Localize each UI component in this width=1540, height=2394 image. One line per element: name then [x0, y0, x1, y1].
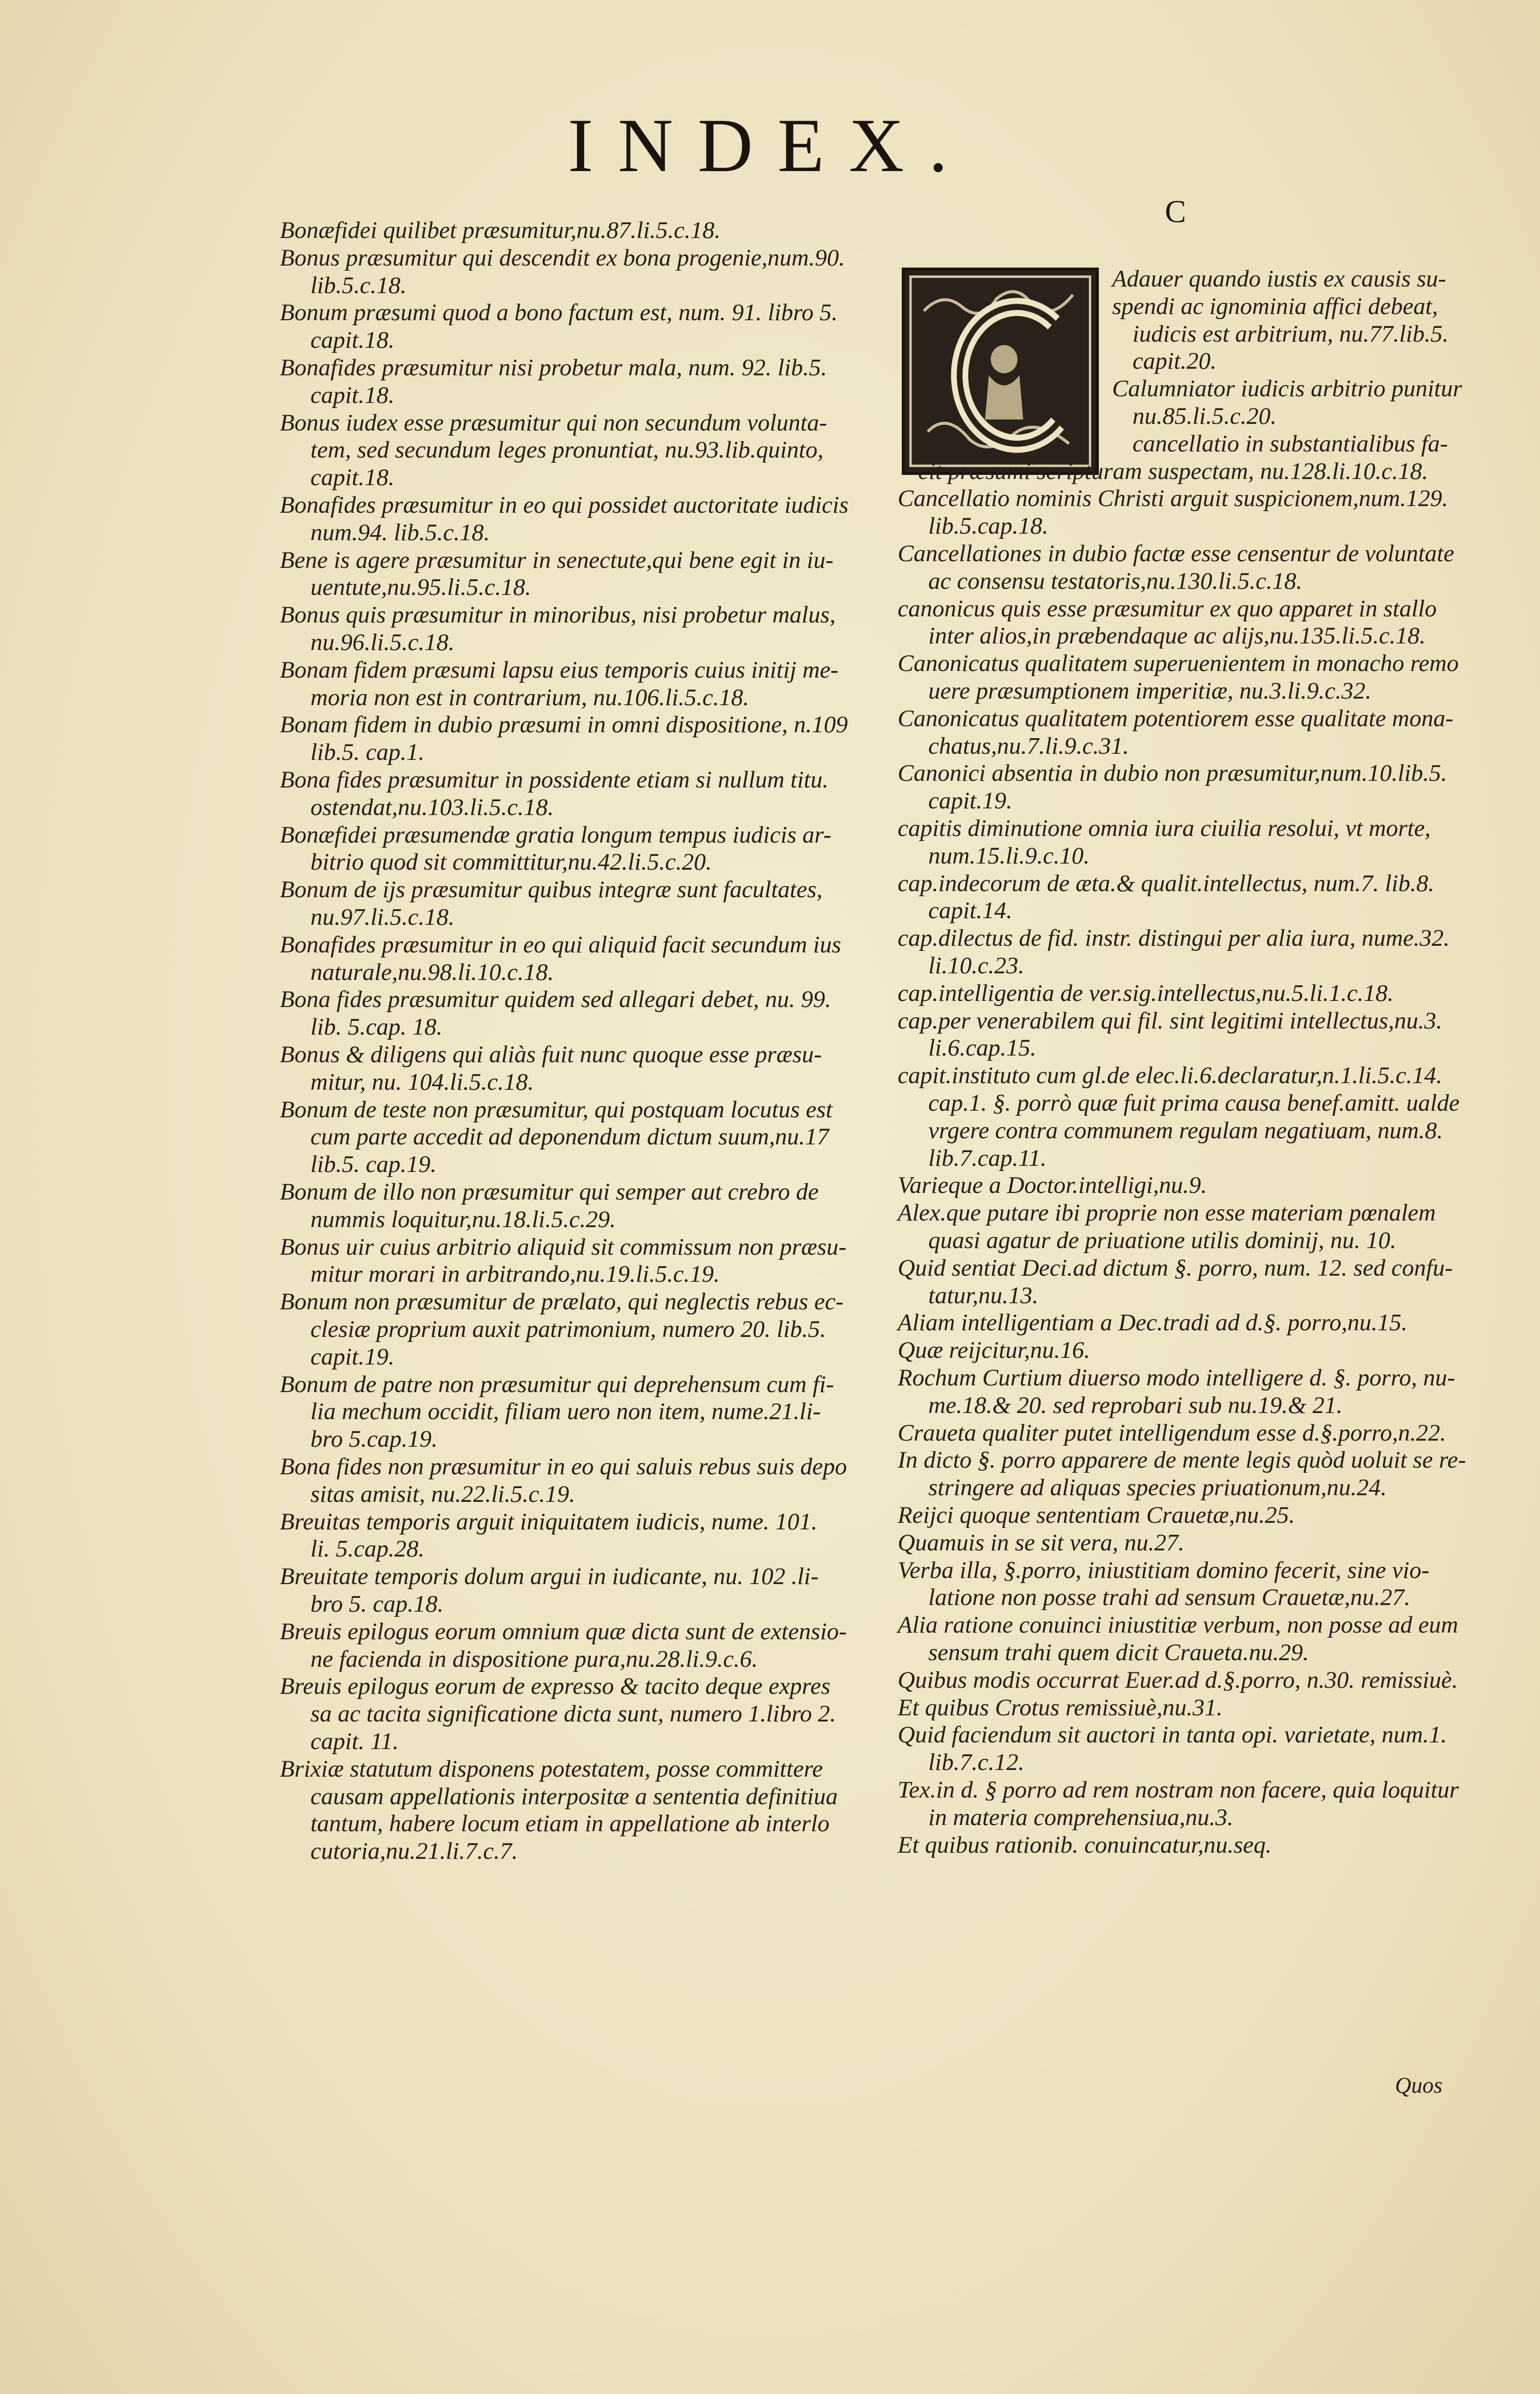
section-letter: C	[1165, 195, 1186, 229]
index-entry-line: Reijci quoque sententiam Crauetæ,nu.25.	[898, 1502, 1295, 1528]
index-entry-line: Cancellationes in dubio factæ esse censentur de voluntate	[898, 540, 1454, 567]
index-entry	[280, 767, 878, 822]
index-entry	[898, 650, 1476, 705]
index-entry-line: tatur,nu.13.	[928, 1282, 1039, 1309]
index-entry-line: uere præsumptionem imperitiæ, nu.3.li.9.c.32.	[928, 677, 1371, 704]
index-entry-line: lib.7.c.12.	[928, 1749, 1024, 1776]
index-entry	[898, 540, 1476, 595]
index-entry-line: Craueta qualiter putet intelligendum esse d.§.porro,n.22.	[898, 1419, 1446, 1446]
index-entry-line: bro 5. cap.18.	[310, 1590, 444, 1617]
index-entry-line: cap.dilectus de fid. instr. distingui per alia iura, nume.32.	[898, 925, 1450, 952]
index-entry	[280, 602, 878, 657]
index-entry	[898, 1008, 1476, 1063]
index-entry-line: stringere ad aliquas species priuationum,nu.24.	[928, 1474, 1387, 1501]
index-entry	[280, 547, 878, 602]
index-entry-line: lib.5.cap.18.	[928, 513, 1048, 540]
index-entry	[898, 980, 1476, 1008]
index-entry-line: cum parte accedit ad deponendum dictum suum,nu.17	[310, 1123, 829, 1151]
index-entry	[280, 1756, 878, 1865]
index-entry	[280, 931, 878, 987]
index-entry	[898, 485, 1476, 540]
index-entry-line: Et quibus rationib. conuincatur,nu.seq.	[898, 1831, 1272, 1858]
index-entry-line: causam appellationis interpositæ a sententia definitiua	[310, 1783, 838, 1810]
index-entry-line: capit.18.	[310, 464, 395, 491]
index-entry	[280, 1509, 878, 1564]
index-entry-line: Brixiæ statutum disponens potestatem, posse committere	[280, 1755, 823, 1782]
index-entry-line: quasi agatur de priuatione utilis dominij, nu. 10.	[928, 1227, 1397, 1254]
index-entry-line: Bonum non præsumitur de prælato, qui neglectis rebus ec-	[280, 1288, 844, 1315]
index-entry-line: canonicus quis esse præsumitur ex quo apparet in stallo	[898, 595, 1437, 622]
index-entry-line: Bonum præsumi quod a bono factum est, num. 91. libro 5.	[280, 299, 838, 326]
catchword: Quos	[1395, 2073, 1442, 2098]
index-entry-line: Bonum de teste non præsumitur, qui postquam locutus est	[280, 1096, 833, 1123]
index-entry-line: Bonus quis præsumitur in minoribus, nisi probetur malus,	[280, 602, 836, 629]
index-entry-line: cap.per venerabilem qui fil. sint legitimi intellectus,nu.3.	[898, 1007, 1442, 1034]
index-entry-line: Verba illa, §.porro, iniustitiam domino fecerit, sine vio-	[898, 1557, 1430, 1584]
index-entry	[280, 410, 878, 492]
index-entry	[280, 1673, 878, 1755]
index-entry-line: Bonus & diligens qui aliàs fuit nunc quoque esse præsu-	[280, 1041, 822, 1068]
index-entry-line: In dicto §. porro apparere de mente legis quòd uoluit se re-	[898, 1447, 1466, 1474]
index-entry-line: lib.7.cap.11.	[928, 1144, 1047, 1171]
index-entry	[898, 1420, 1476, 1447]
index-entry-line: li.6.cap.15.	[928, 1035, 1037, 1062]
index-entry-line: inter alios,in præbendaque ac alijs,nu.135.li.5.c.18.	[928, 623, 1426, 650]
index-entry-line: ne facienda in dispositione pura,nu.28.li.9.c.6.	[310, 1645, 758, 1672]
index-entry-line: Bonus iudex esse præsumitur qui non secundum volunta-	[280, 409, 827, 436]
index-entry-line: Rochum Curtium diuerso modo intelligere d. §. porro, nu-	[898, 1364, 1455, 1391]
index-entry-line: Varieque a Doctor.intelligi,nu.9.	[898, 1172, 1207, 1199]
index-entry-line: capit.20.	[1133, 348, 1217, 375]
page-title: INDEX.	[567, 103, 973, 188]
index-entry	[898, 1364, 1476, 1420]
index-entry-line: Bonum de illo non præsumitur qui semper aut crebro de	[280, 1179, 819, 1205]
index-entry	[280, 822, 878, 877]
index-entry-line: mitur morari in arbitrando,nu.19.li.5.c.19.	[310, 1261, 720, 1288]
index-entry-line: capit.18.	[310, 327, 395, 354]
index-entry-line: nu.85.li.5.c.20.	[1133, 403, 1277, 429]
index-entry-line: in materia comprehensiua,nu.3.	[928, 1804, 1234, 1831]
index-entry-line: chatus,nu.7.li.9.c.31.	[928, 732, 1129, 759]
index-entry	[280, 1453, 878, 1509]
index-entry-line: ostendat,nu.103.li.5.c.18.	[310, 794, 554, 821]
index-entry-line: Bonus uir cuius arbitrio aliquid sit commissum non præsu-	[280, 1233, 847, 1260]
index-entry	[898, 1777, 1476, 1832]
index-entry	[280, 1041, 878, 1096]
index-entry-line: Bonafides præsumitur in eo qui possidet auctoritate iudicis	[280, 492, 849, 518]
index-entry	[280, 245, 878, 300]
index-entry-line: capit.19.	[928, 787, 1013, 815]
index-entry-line: cap.indecorum de æta.& qualit.intellectus, num.7. lib.8.	[898, 870, 1434, 897]
index-entry-line: lib. 5.cap. 18.	[310, 1014, 443, 1041]
index-entry-line: Bona fides non præsumitur in eo qui saluis rebus suis depo	[280, 1453, 847, 1480]
index-entry-line: Adauer quando iustis ex causis su-	[1112, 266, 1447, 292]
index-entry-line: sa ac tacita significatione dicta sunt, numero 1.libro 2.	[310, 1701, 836, 1728]
index-entry-line: Bonæfidei præsumendæ gratia longum tempus iudicis ar-	[280, 821, 832, 848]
index-entry	[280, 657, 878, 712]
index-entry	[280, 217, 878, 245]
index-entry-line: Bene is agere præsumitur in senectute,qui bene egit in iu-	[280, 546, 834, 573]
index-entry-line: lib.5. cap.1.	[310, 739, 425, 766]
index-entry-line: naturale,nu.98.li.10.c.18.	[310, 959, 554, 986]
index-entry-line: cancellatio in substantialibus fa-	[1133, 430, 1448, 457]
index-entry-line: spendi ac ignominia affici debeat,	[1112, 293, 1438, 320]
index-entry-line: Bonafides præsumitur nisi probetur mala, num. 92. lib.5.	[280, 354, 827, 381]
index-entry-line: Cancellatio nominis Christi arguit suspicionem,num.129.	[898, 485, 1448, 512]
index-entry-line: sitas amisit, nu.22.li.5.c.19.	[310, 1480, 575, 1507]
index-entry-line: iudicis est arbitrium, nu.77.lib.5.	[1133, 320, 1449, 347]
index-entry-line: capit.18.	[310, 381, 395, 409]
index-entry-line: Bonum de patre non præsumitur qui deprehensum cum fi-	[280, 1371, 834, 1398]
index-entry-line: cit præsumi scripturam suspectam, nu.128.li.10.c.18.	[918, 458, 1428, 485]
index-entry-line: sensum trahi quem dicit Craueta.nu.29.	[928, 1639, 1309, 1666]
index-entry-line: nummis loquitur,nu.18.li.5.c.29.	[310, 1206, 616, 1233]
index-entry-line: bro 5.cap.19.	[310, 1426, 438, 1453]
index-entry	[898, 1200, 1476, 1255]
index-entry-line: Quæ reijcitur,nu.16.	[898, 1337, 1090, 1364]
index-entry-line: Aliam intelligentiam a Dec.tradi ad d.§. porro,nu.15.	[898, 1309, 1408, 1336]
index-entry	[280, 986, 878, 1041]
index-entry	[280, 1179, 878, 1234]
index-entry-line: Quamuis in se sit vera, nu.27.	[898, 1529, 1185, 1556]
index-entry	[898, 760, 1476, 815]
index-entry	[280, 1371, 878, 1453]
index-entry	[898, 1255, 1476, 1310]
index-entry	[898, 1612, 1476, 1667]
index-entry	[898, 1447, 1476, 1502]
index-entry	[898, 1529, 1476, 1557]
index-entry-line: Canonici absentia in dubio non præsumitur,num.10.lib.5.	[898, 760, 1447, 787]
index-entry-line: li. 5.cap.28.	[310, 1536, 425, 1563]
index-entry-line: clesiæ proprium auxit patrimonium, numero 20. lib.5.	[310, 1315, 826, 1343]
index-entry	[898, 1667, 1476, 1694]
index-entry	[898, 595, 1476, 651]
index-entry	[898, 1502, 1476, 1529]
index-entry-line: me.18.& 20. sed reprobari sub nu.19.& 21.	[928, 1392, 1343, 1419]
index-entry-line: lia mechum occidit, filiam uero non item, nume.21.li-	[310, 1398, 821, 1425]
index-entry	[898, 705, 1476, 760]
index-entry-line: Quid faciendum sit auctori in tanta opi. varietate, num.1.	[898, 1721, 1447, 1749]
index-entry-line: lib.5. cap.19.	[310, 1151, 437, 1178]
index-entry	[898, 1694, 1476, 1722]
index-entry	[898, 1309, 1476, 1337]
index-entry-line: Calumniator iudicis arbitrio punitur	[1112, 375, 1462, 402]
index-entry-line: Bona fides præsumitur quidem sed allegari debet, nu. 99.	[280, 986, 831, 1013]
index-entry-line: Breuis epilogus eorum de expresso & tacito deque expres	[280, 1673, 831, 1700]
index-entry	[280, 1234, 878, 1289]
index-entry-line: vrgere contra communem regulam negatiuam, num.8.	[928, 1117, 1443, 1144]
index-entry-line: capit.14.	[928, 897, 1013, 924]
index-entry-line: Et quibus Crotus remissiuè,nu.31.	[898, 1694, 1223, 1721]
index-entry	[280, 1096, 878, 1179]
index-entry-line: Breuis epilogus eorum omnium quæ dicta sunt de extensio-	[280, 1618, 847, 1645]
index-entry	[898, 1172, 1476, 1200]
index-entry	[280, 492, 878, 547]
index-entry	[898, 1721, 1476, 1777]
index-entry-line: cap.1. §. porrò quæ fuit prima causa benef.amitt. ualde	[928, 1089, 1460, 1116]
index-entry	[280, 1563, 878, 1618]
index-entry-line: num.15.li.9.c.10.	[928, 842, 1090, 869]
index-entry-line: Bonum de ijs præsumitur quibus integræ sunt facultates,	[280, 876, 823, 903]
index-entry-line: Bonafides præsumitur in eo qui aliquid facit secundum ius	[280, 931, 841, 958]
index-entry-line: cap.intelligentia de ver.sig.intellectus,nu.5.li.1.c.18.	[898, 979, 1394, 1007]
index-entry-line: ac consensu testatoris,nu.130.li.5.c.18.	[928, 567, 1303, 594]
index-entry-line: Alex.que putare ibi proprie non esse materiam pœnalem	[898, 1200, 1436, 1227]
index-entry-line: Quibus modis occurrat Euer.ad d.§.porro, n.30. remissiuè.	[898, 1666, 1458, 1693]
index-entry-line: latione non posse trahi ad sensum Crauetæ,nu.27.	[928, 1584, 1410, 1611]
index-entry	[280, 354, 878, 410]
index-entry-line: Breuitate temporis dolum argui in iudicante, nu. 102 .li-	[280, 1563, 819, 1590]
index-entry	[280, 711, 878, 767]
index-entry-line: tantum, habere locum etiam in appellatione ab interlo	[310, 1810, 830, 1837]
index-entry-line: Canonicatus qualitatem superuenientem in monacho remo	[898, 650, 1459, 677]
index-entry	[898, 870, 1476, 925]
index-entry	[280, 1618, 878, 1673]
index-entry-line: Bonus præsumitur qui descendit ex bona progenie,num.90.	[280, 244, 845, 271]
index-entry-line: lib.5.c.18.	[310, 272, 406, 299]
index-entry-line: tem, sed secundum leges pronuntiat, nu.93.lib.quinto,	[310, 437, 824, 464]
index-entry	[280, 1288, 878, 1371]
index-entry	[898, 1337, 1476, 1364]
index-entry-line: capit. 11.	[310, 1728, 399, 1755]
index-entry-line: Breuitas temporis arguit iniquitatem iudicis, nume. 101.	[280, 1508, 817, 1535]
index-entry-line: Canonicatus qualitatem potentiorem esse qualitate mona-	[898, 705, 1454, 732]
index-entry-line: Tex.in d. § porro ad rem nostram non facere, quia loquitur	[898, 1777, 1459, 1803]
index-entry	[898, 815, 1476, 870]
index-entry-line: Bonam fidem in dubio præsumi in omni dispositione, n.109	[280, 711, 848, 738]
index-entry-line: Bona fides præsumitur in possidente etiam si nullum titu.	[280, 767, 829, 793]
index-entry	[280, 299, 878, 354]
index-entry-line: Alia ratione conuinci iniustitiæ verbum, non posse ad eum	[898, 1612, 1458, 1639]
index-entry	[280, 876, 878, 931]
index-entry-line: Bonæfidei quilibet præsumitur,nu.87.li.5.c.18.	[280, 217, 720, 244]
index-entry-line: mitur, nu. 104.li.5.c.18.	[310, 1068, 534, 1095]
index-entry	[898, 1062, 1476, 1172]
left-column	[280, 0, 878, 2394]
right-column	[898, 0, 1476, 2394]
index-entry	[898, 458, 1476, 486]
index-entry-line: capitis diminutione omnia iura ciuilia resolui, vt morte,	[898, 815, 1431, 842]
index-entry-line: num.94. lib.5.c.18.	[310, 519, 490, 546]
index-entry-line: cutoria,nu.21.li.7.c.7.	[310, 1838, 518, 1865]
index-entry	[898, 925, 1476, 980]
index-entry-line: nu.97.li.5.c.18.	[310, 903, 454, 930]
index-entry-line: Bonam fidem præsumi lapsu eius temporis cuius initij me-	[280, 656, 839, 683]
index-entry-line: moria non est in contrarium, nu.106.li.5.c.18.	[310, 684, 750, 711]
index-entry-line: nu.96.li.5.c.18.	[310, 629, 454, 656]
index-entry-line: capit.instituto cum gl.de elec.li.6.declaratur,n.1.li.5.c.14.	[898, 1062, 1442, 1089]
index-entry-line: li.10.c.23.	[928, 952, 1024, 979]
index-entry-line: Quid sentiat Deci.ad dictum §. porro, num. 12. sed confu-	[898, 1254, 1453, 1281]
index-entry	[898, 1832, 1476, 1859]
index-entry	[898, 1557, 1476, 1612]
index-entry-line: capit.19.	[310, 1343, 395, 1370]
index-entry-line: uentute,nu.95.li.5.c.18.	[310, 574, 532, 601]
index-entry-line: bitrio quod sit committitur,nu.42.li.5.c.20.	[310, 849, 712, 876]
